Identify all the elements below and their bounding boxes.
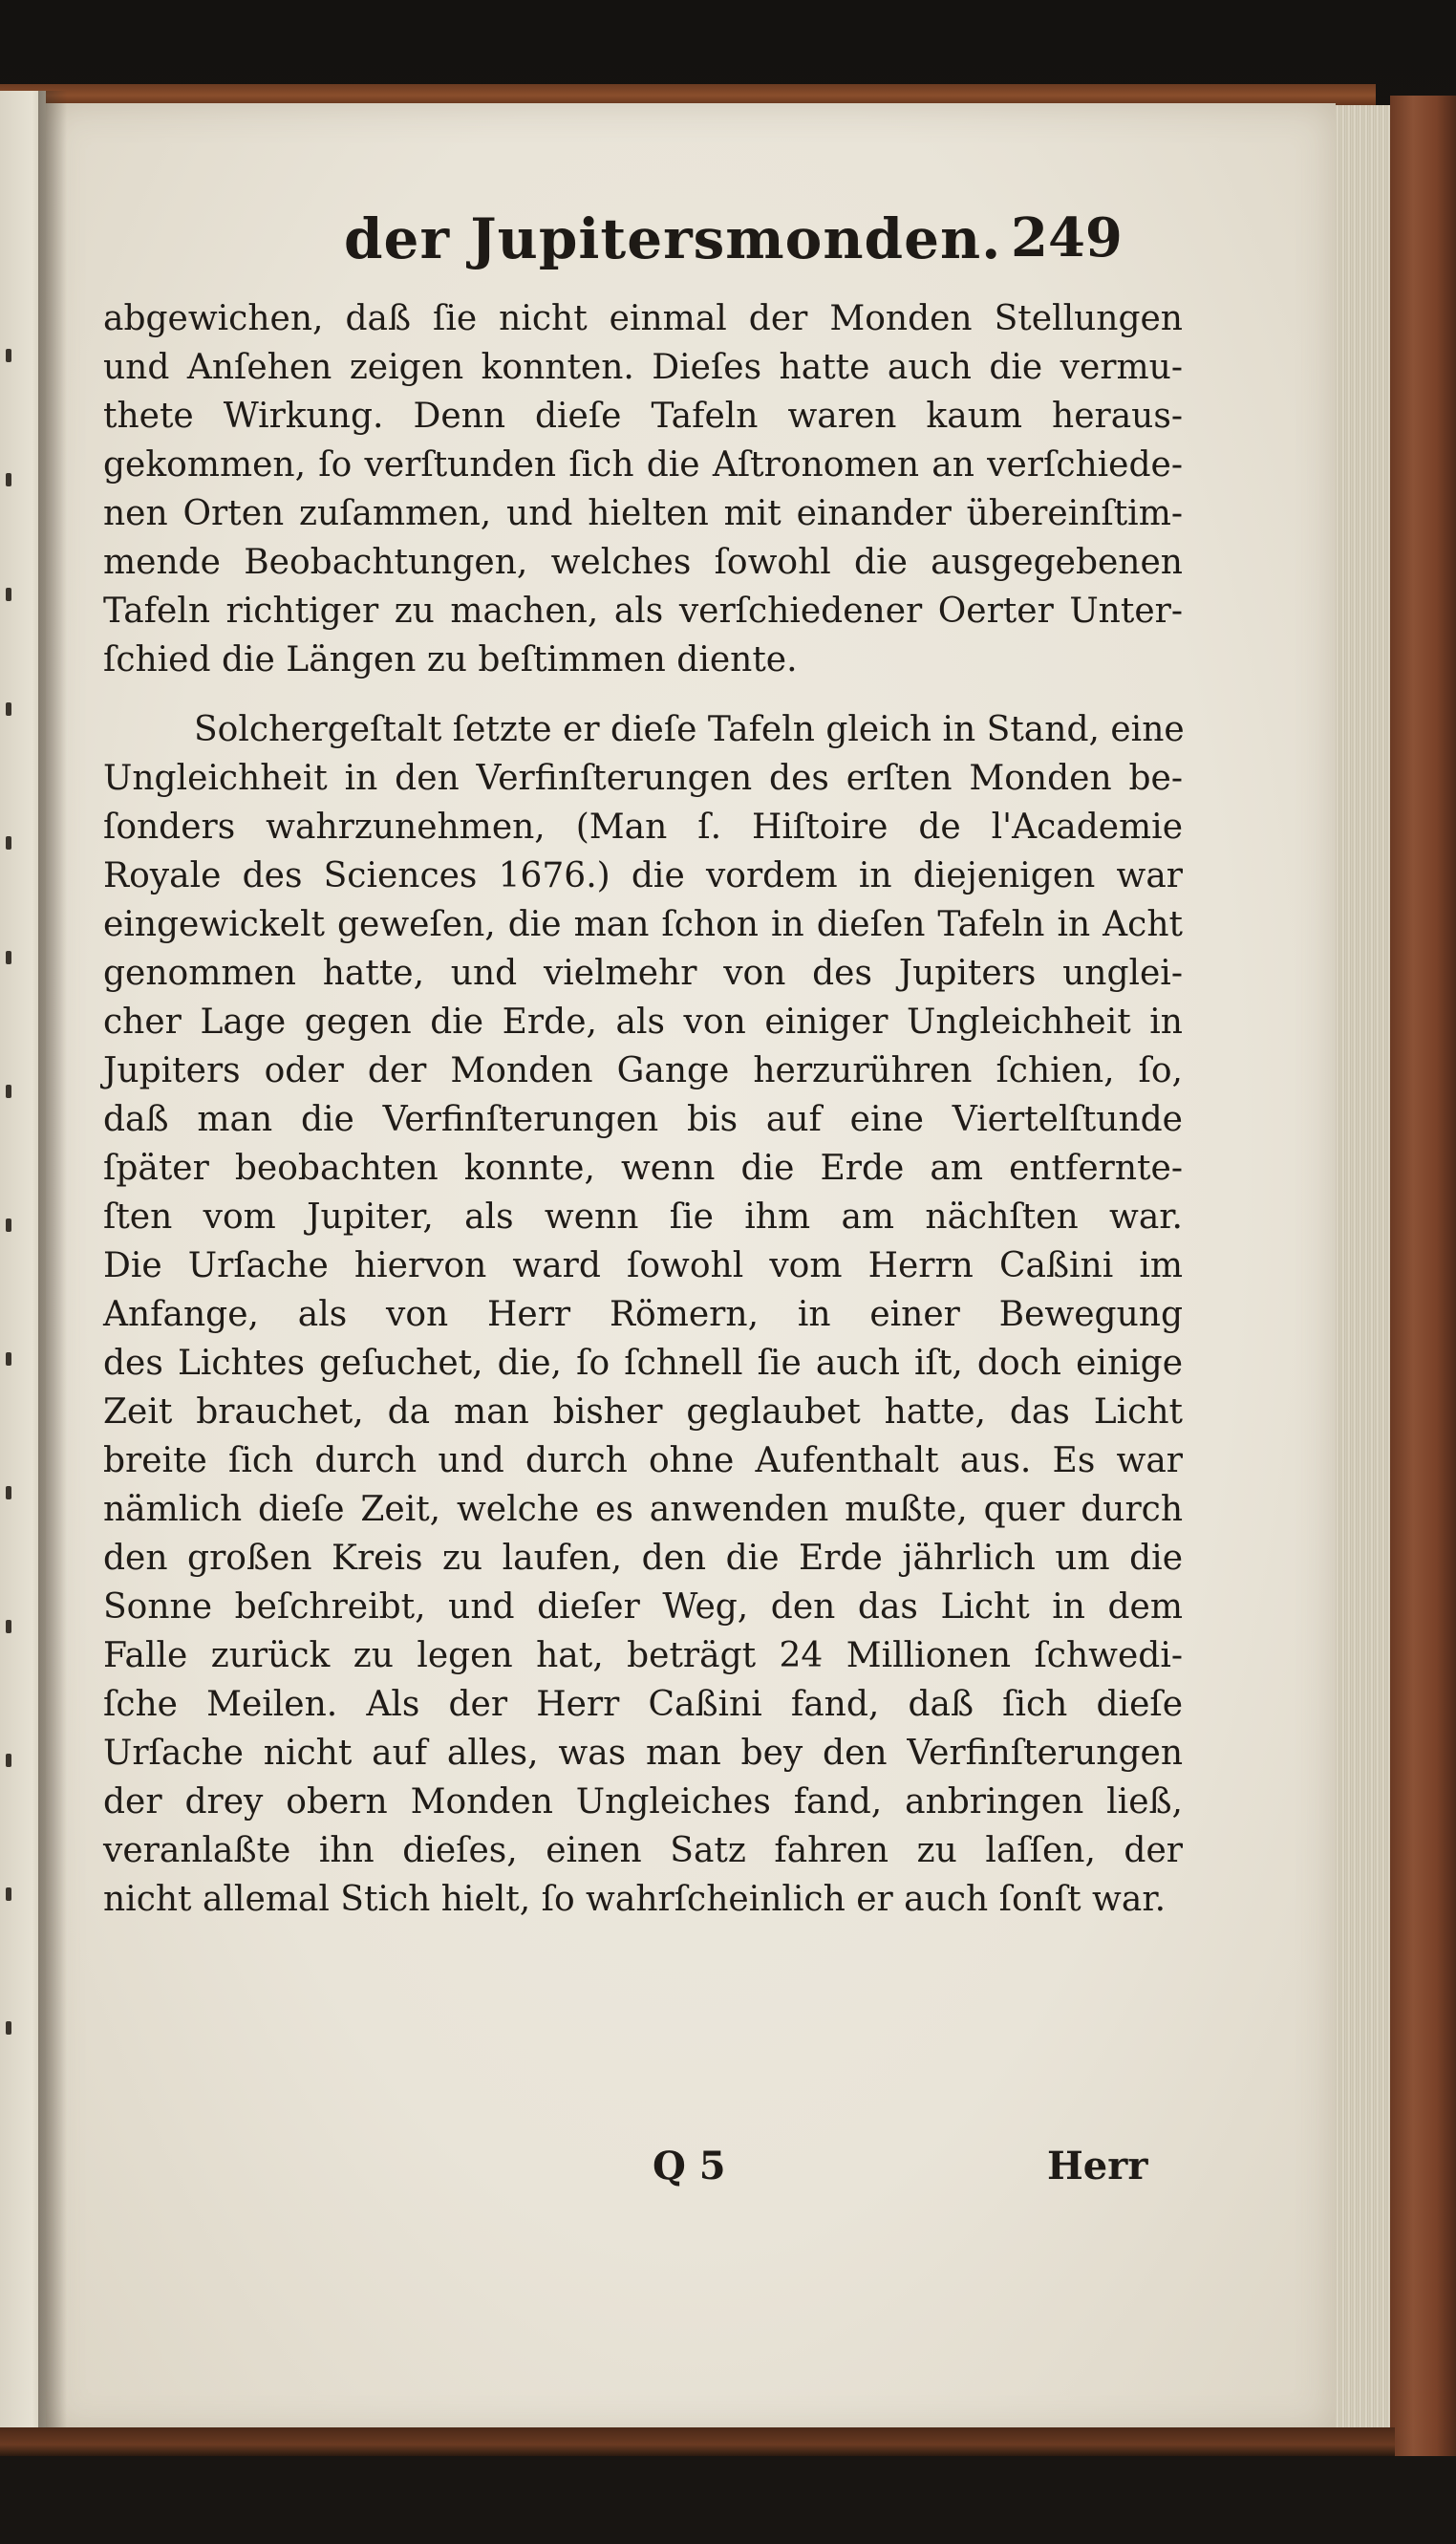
text-line: Royale des Sciences 1676.) die vordem in diejenigen war (103, 856, 1183, 895)
text-line: Solchergeſtalt ſetzte er dieſe Tafeln gleich in Stand, eine (194, 710, 1185, 749)
text-line: der drey obern Monden Ungleiches fand, anbringen ließ, (103, 1782, 1183, 1822)
text-line: ſche Meilen. Als der Herr Caßini fand, daß ſich dieſe (103, 1685, 1183, 1724)
signature-mark: Q 5 (653, 2144, 726, 2188)
page-edges (1328, 105, 1395, 2447)
text-line: den großen Kreis zu laufen, den die Erde jährlich um die (103, 1539, 1183, 1578)
paragraph-1 (103, 294, 1183, 684)
text-line: daß man die Verfinſterungen bis auf eine Viertelſtunde (103, 1100, 1183, 1139)
text-line: Ungleichheit in den Verfinſterungen des erſten Monden be- (103, 759, 1183, 798)
text-line: breite ſich durch und durch ohne Aufenthalt aus. Es war (103, 1441, 1183, 1480)
text-line: thete Wirkung. Denn dieſe Tafeln waren kaum heraus- (103, 397, 1183, 436)
text-line: nicht allemal Stich hielt, ſo wahrſcheinlich er auch ſonſt war. (103, 1880, 1167, 1919)
text-line: genommen hatte, und vielmehr von des Jupiters unglei- (103, 954, 1183, 993)
text-line: Anfange, als von Herr Römern, in einer Bewegung (103, 1295, 1183, 1334)
text-line: und Anſehen zeigen konnten. Dieſes hatte auch die vermu- (103, 348, 1183, 387)
print-mark (6, 1218, 11, 1232)
print-mark (6, 951, 11, 964)
book-page (46, 103, 1336, 2435)
text-line: Sonne beſchreibt, und dieſer Weg, den das Licht in dem (103, 1587, 1183, 1627)
print-mark (6, 2021, 11, 2035)
print-mark (6, 1620, 11, 1633)
running-title: der Jupitersmonden. (344, 206, 1002, 271)
print-mark (6, 1486, 11, 1499)
text-line: ſonders wahrzunehmen, (Man ſ. Hiſtoire de l'Academie (103, 808, 1183, 847)
print-mark (6, 349, 11, 362)
text-line: des Lichtes geſuchet, die, ſo ſchnell ſie auch iſt, doch einige (103, 1344, 1183, 1383)
gutter-shadow (38, 91, 67, 2451)
catchword: Herr (1047, 2144, 1148, 2188)
paragraph-2 (103, 705, 1183, 1924)
print-mark (6, 836, 11, 850)
text-line: ſten vom Jupiter, als wenn ſie ihm am nächſten war. (103, 1197, 1183, 1237)
print-mark (6, 1754, 11, 1767)
text-line: gekommen, ſo verſtunden ſich die Aſtronomen an verſchiede- (103, 445, 1183, 485)
text-line: ſpäter beobachten konnte, wenn die Erde am entfernte- (103, 1149, 1183, 1188)
print-mark (6, 1887, 11, 1901)
text-line: Falle zurück zu legen hat, beträgt 24 Millionen ſchwedi- (103, 1636, 1183, 1675)
print-mark (6, 588, 11, 601)
print-mark (6, 1352, 11, 1366)
print-mark (6, 473, 11, 486)
text-line: veranlaßte ihn dieſes, einen Satz fahren zu laſſen, der (103, 1831, 1183, 1870)
text-line: ſchied die Längen zu beſtimmen diente. (103, 640, 798, 679)
text-line: abgewichen, daß ſie nicht einmal der Monden Stellungen (103, 299, 1183, 338)
print-mark (6, 702, 11, 716)
text-line: Tafeln richtiger zu machen, als verſchiedener Oerter Unter- (103, 592, 1183, 631)
text-line: Urſache nicht auf alles, was man bey den Verfinſterungen (103, 1734, 1183, 1773)
text-line: Jupiters oder der Monden Gange herzurühren ſchien, ſo, (103, 1051, 1183, 1090)
text-line: eingewickelt geweſen, die man ſchon in dieſen Tafeln in Acht (103, 905, 1183, 944)
text-line: nen Orten zuſammen, und hielten mit einander übereinſtim- (103, 494, 1183, 533)
print-mark (6, 1085, 11, 1098)
book-cover (1390, 96, 1456, 2456)
text-line: Zeit brauchet, da man bisher geglaubet hatte, das Licht (103, 1392, 1183, 1432)
text-line: cher Lage gegen die Erde, als von einiger Ungleichheit in (103, 1003, 1183, 1042)
text-line: mende Beobachtungen, welches ſowohl die ausgegebenen (103, 543, 1183, 582)
binding-bottom (0, 2427, 1395, 2456)
page-number: 249 (1011, 206, 1123, 269)
text-line: Die Urſache hiervon ward ſowohl vom Herrn Caßini im (103, 1246, 1183, 1285)
text-line: nämlich dieſe Zeit, welche es anwenden mußte, quer durch (103, 1490, 1183, 1529)
